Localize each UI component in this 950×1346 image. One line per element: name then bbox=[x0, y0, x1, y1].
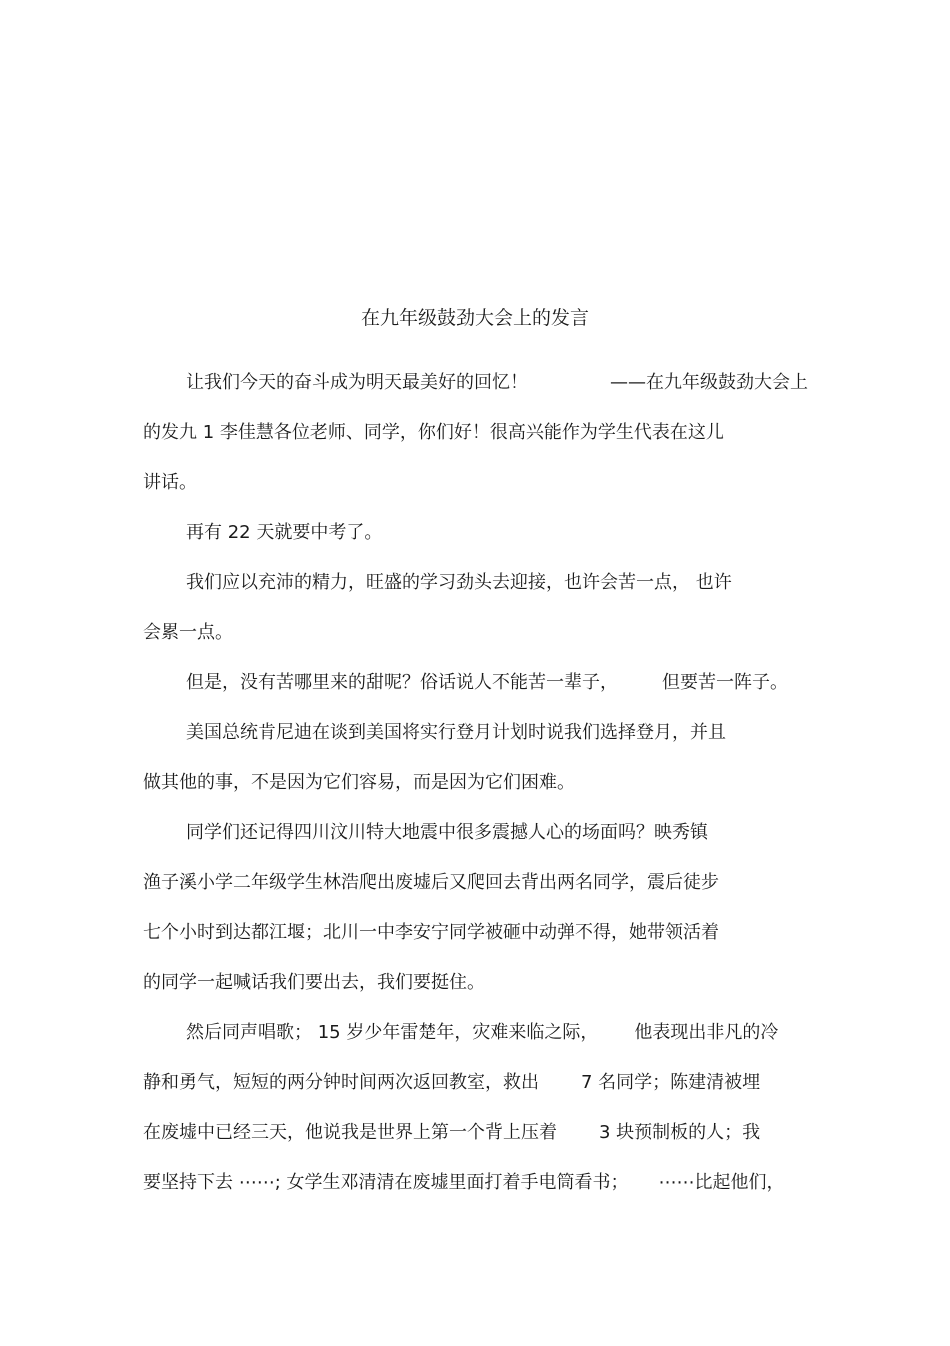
text-line-7 bbox=[186, 668, 788, 698]
text-line-3: 讲话。 bbox=[143, 472, 197, 493]
text-line-15-b: 7 名同学；陈建清被埋 bbox=[581, 1072, 761, 1093]
text-line-10: 同学们还记得四川汶川特大地震中很多震撼人心的场面吗？映秀镇 bbox=[186, 822, 708, 843]
page-title: 在九年级鼓劲大会上的发言 bbox=[360, 307, 589, 329]
text-line-17-b: ⋯⋯比起他们， bbox=[658, 1172, 785, 1193]
text-line-15 bbox=[143, 1068, 760, 1098]
text-line-17 bbox=[143, 1168, 785, 1198]
text-line-8: 美国总统肯尼迪在谈到美国将实行登月计划时说我们选择登月，并且 bbox=[186, 722, 726, 743]
text-line-6: 会累一点。 bbox=[143, 622, 233, 643]
text-line-1-b: ——在九年级鼓劲大会上 bbox=[610, 372, 808, 393]
text-line-14-b: 他表现出非凡的冷 bbox=[634, 1022, 779, 1043]
text-line-5: 我们应以充沛的精力，旺盛的学习劲头去迎接，也许会苦一点， 也许 bbox=[186, 572, 732, 593]
text-line-15-a: 静和勇气，短短的两分钟时间两次返回教室，救出 bbox=[143, 1072, 539, 1093]
text-line-1 bbox=[186, 368, 808, 398]
text-line-2: 的发九 1 李佳慧各位老师、同学，你们好！很高兴能作为学生代表在这儿 bbox=[143, 422, 724, 443]
text-line-17-a: 要坚持下去 ⋯⋯; 女学生邓清清在废墟里面打着手电筒看书； bbox=[143, 1172, 629, 1193]
text-line-7-a: 但是，没有苦哪里来的甜呢？俗话说人不能苦一辈子， bbox=[186, 672, 618, 693]
text-line-16-b: 3 块预制板的人；我 bbox=[599, 1122, 761, 1143]
text-line-14 bbox=[186, 1018, 778, 1048]
text-line-11: 渔子溪小学二年级学生林浩爬出废墟后又爬回去背出两名同学，震后徒步 bbox=[143, 872, 719, 893]
text-line-7-b: 但要苦一阵子。 bbox=[662, 672, 788, 693]
text-line-16-a: 在废墟中已经三天，他说我是世界上第一个背上压着 bbox=[143, 1122, 557, 1143]
text-line-12: 七个小时到达都江堰；北川一中李安宁同学被砸中动弹不得，她带领活着 bbox=[143, 922, 719, 943]
text-line-16 bbox=[143, 1118, 760, 1148]
text-line-14-a: 然后同声唱歌； 15 岁少年雷楚年，灾难来临之际， bbox=[186, 1022, 599, 1043]
text-line-1-a: 让我们今天的奋斗成为明天最美好的回忆！ bbox=[186, 372, 528, 393]
text-line-4: 再有 22 天就要中考了。 bbox=[186, 522, 383, 543]
text-line-13: 的同学一起喊话我们要出去，我们要挺住。 bbox=[143, 972, 485, 993]
text-line-9: 做其他的事，不是因为它们容易，而是因为它们困难。 bbox=[143, 772, 575, 793]
